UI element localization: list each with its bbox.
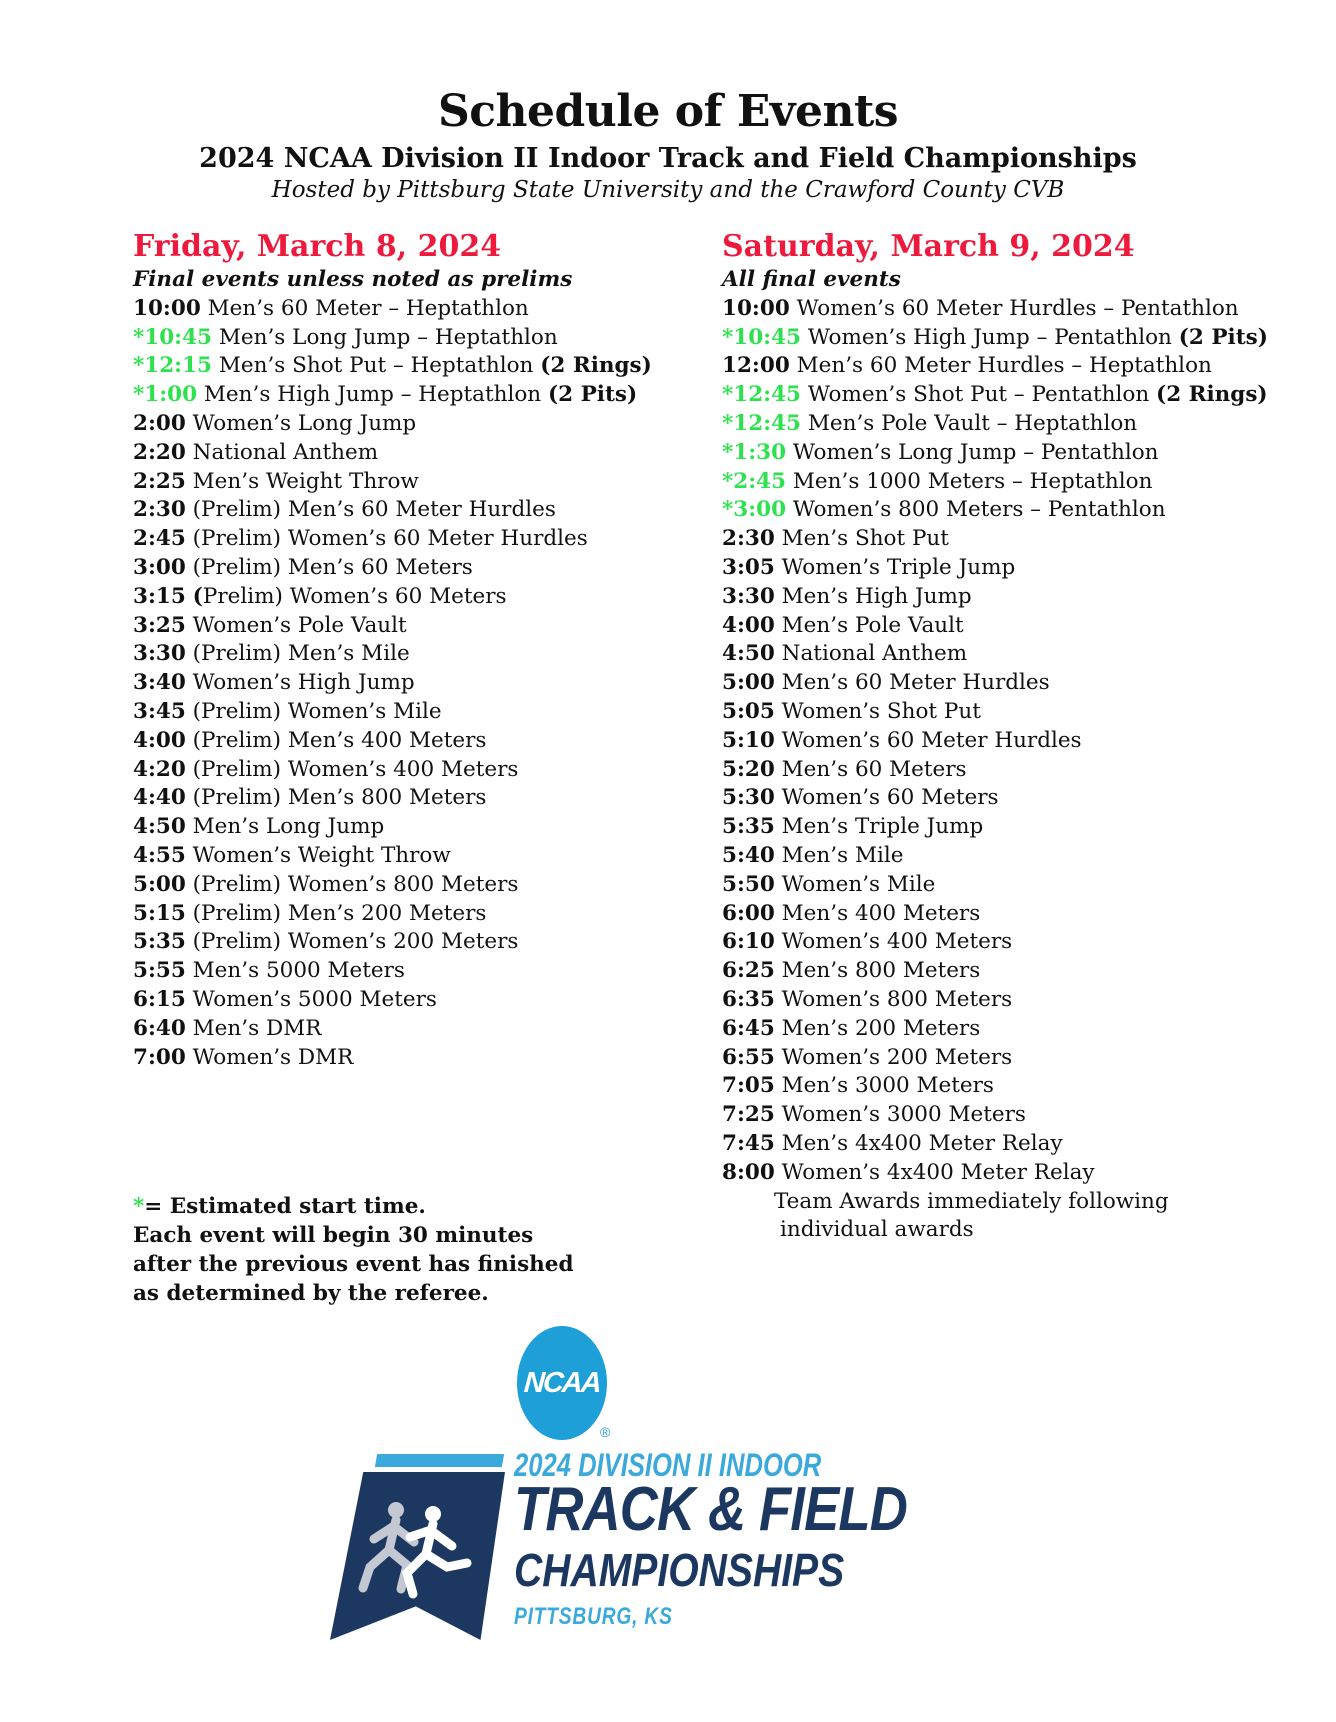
event-desc: National Anthem <box>781 641 968 667</box>
event-note-bold: (2 Pits) <box>548 382 638 408</box>
event-time: *12:15 <box>133 353 213 379</box>
event-time: 6:40 <box>133 1015 186 1041</box>
event-time: 5:10 <box>722 727 775 753</box>
event-desc: Women’s 400 Meters <box>781 929 1013 955</box>
event-desc: Women’s 800 Meters – Pentathlon <box>792 497 1166 523</box>
event-row <box>133 525 693 554</box>
event-time: 4:20 <box>133 756 186 782</box>
event-time: 5:35 <box>722 814 775 840</box>
event-desc: Men’s 800 Meters <box>781 958 981 984</box>
event-time: 2:30 <box>133 497 186 523</box>
event-desc: (Prelim) Women’s 60 Meter Hurdles <box>192 526 588 552</box>
event-time: 5:05 <box>722 698 775 724</box>
event-row <box>722 957 1322 986</box>
page-subtitle: 2024 NCAA Division II Indoor Track and Field Championships <box>199 143 1137 175</box>
hosted-by-line: Hosted by Pittsburg State University and the Crawford County CVB <box>271 177 1065 204</box>
event-time: 5:20 <box>722 756 775 782</box>
event-row <box>133 352 693 381</box>
event-time: 5:15 <box>133 900 186 926</box>
event-row <box>722 1015 1322 1044</box>
event-row <box>722 439 1322 468</box>
event-time: 5:30 <box>722 785 775 811</box>
event-row <box>133 698 693 727</box>
footnote-star: * <box>133 1194 145 1219</box>
event-desc: Men’s DMR <box>192 1015 322 1041</box>
event-note-bold: (2 Pits) <box>1178 324 1268 350</box>
event-desc: (Prelim) Women’s 400 Meters <box>192 756 519 782</box>
event-row <box>722 727 1322 756</box>
event-desc: Women’s Triple Jump <box>781 554 1016 580</box>
event-row <box>722 525 1322 554</box>
event-time: 3:30 <box>133 641 186 667</box>
event-time: 4:55 <box>133 842 186 868</box>
logo-line-championships: CHAMPIONSHIPS <box>514 1544 845 1596</box>
event-row <box>133 381 693 410</box>
event-time: 12:00 <box>722 353 790 379</box>
event-row <box>722 640 1322 669</box>
column-friday <box>133 228 693 1072</box>
friday-event-list <box>133 295 693 1073</box>
event-desc: Women’s 4x400 Meter Relay <box>781 1159 1095 1185</box>
event-row <box>722 468 1322 497</box>
event-time: 6:15 <box>133 986 186 1012</box>
footnote-line1-text: = Estimated start time. <box>144 1194 426 1219</box>
event-time: 8:00 <box>722 1159 775 1185</box>
ncaa-wordmark: NCAA <box>523 1366 602 1399</box>
event-row <box>133 842 693 871</box>
event-time: 6:45 <box>722 1015 775 1041</box>
event-desc: Women’s 200 Meters <box>781 1044 1013 1070</box>
saturday-event-list <box>722 295 1322 1245</box>
event-desc: Men’s 60 Meter – Heptathlon <box>207 295 529 321</box>
event-row <box>722 1216 1322 1245</box>
event-time: *2:45 <box>722 468 787 494</box>
event-time: 5:00 <box>722 670 775 696</box>
event-time: 3:15 <box>133 583 186 609</box>
event-time: 10:00 <box>133 295 201 321</box>
event-row <box>133 727 693 756</box>
event-row <box>722 1130 1322 1159</box>
footnote-line: Each event will begin 30 minutes <box>133 1223 534 1248</box>
event-desc: (Prelim) Men’s 400 Meters <box>192 727 487 753</box>
event-desc: (Prelim) Women’s Mile <box>192 698 442 724</box>
event-row <box>722 871 1322 900</box>
event-time: 2:25 <box>133 468 186 494</box>
event-row <box>722 900 1322 929</box>
event-row <box>133 756 693 785</box>
event-time: 10:00 <box>722 295 790 321</box>
event-row <box>133 554 693 583</box>
event-desc: Women’s High Jump <box>192 670 415 696</box>
event-time: 7:25 <box>722 1102 775 1128</box>
saturday-note: All final events <box>722 267 901 292</box>
event-time: *1:00 <box>133 382 198 408</box>
event-row <box>722 669 1322 698</box>
event-desc: Women’s Long Jump – Pentathlon <box>792 439 1159 465</box>
friday-note: Final events unless noted as prelims <box>133 267 573 292</box>
event-desc: Men’s Shot Put – Heptathlon <box>218 353 534 379</box>
registered-trademark-icon: ® <box>600 1424 611 1440</box>
logo-line-year-division: 2024 DIVISION II INDOOR <box>514 1447 822 1483</box>
footnote-line: after the previous event has finished <box>133 1252 574 1277</box>
column-saturday <box>722 228 1322 1245</box>
event-row <box>722 381 1322 410</box>
event-row <box>722 1072 1322 1101</box>
event-time: 5:50 <box>722 871 775 897</box>
event-desc: (Prelim) Women’s 200 Meters <box>192 929 519 955</box>
event-desc: Women’s 60 Meter Hurdles <box>781 727 1082 753</box>
ncaa-logo <box>517 1326 607 1440</box>
event-row <box>722 1101 1322 1130</box>
event-time: 5:55 <box>133 958 186 984</box>
event-time: *3:00 <box>722 497 787 523</box>
event-time: 6:00 <box>722 900 775 926</box>
event-bold-paren: ( <box>192 583 203 609</box>
event-desc: (Prelim) Men’s 800 Meters <box>192 785 487 811</box>
event-desc: individual awards <box>780 1217 974 1243</box>
event-desc: Men’s 60 Meter Hurdles <box>781 670 1050 696</box>
event-note-bold: (2 Rings) <box>540 353 652 379</box>
event-row <box>133 871 693 900</box>
event-row <box>133 410 693 439</box>
event-row <box>133 813 693 842</box>
event-desc: (Prelim) Men’s 60 Meter Hurdles <box>192 497 556 523</box>
event-row <box>133 669 693 698</box>
event-desc: Women’s 800 Meters <box>781 986 1013 1012</box>
event-row <box>133 957 693 986</box>
runners-icon <box>330 1472 505 1640</box>
event-desc: Men’s Long Jump – Heptathlon <box>218 324 558 350</box>
event-row <box>722 928 1322 957</box>
footnote-line: as determined by the referee. <box>133 1281 489 1306</box>
event-row <box>722 410 1322 439</box>
event-time: 4:50 <box>722 641 775 667</box>
event-time: 5:00 <box>133 871 186 897</box>
event-desc: Women’s Shot Put <box>781 698 981 724</box>
event-note-bold: (2 Rings) <box>1156 382 1268 408</box>
event-desc: Men’s Long Jump <box>192 814 385 840</box>
event-row <box>722 612 1322 641</box>
event-row <box>133 784 693 813</box>
event-time: *10:45 <box>133 324 213 350</box>
event-desc: Women’s Mile <box>781 871 936 897</box>
event-time: 4:40 <box>133 785 186 811</box>
event-row <box>133 583 693 612</box>
document-header <box>0 88 1336 203</box>
event-desc: (Prelim) Men’s Mile <box>192 641 410 667</box>
event-row <box>133 1015 693 1044</box>
event-time: 6:55 <box>722 1044 775 1070</box>
event-desc: Women’s Pole Vault <box>192 612 407 638</box>
event-time: 6:35 <box>722 986 775 1012</box>
event-time: 3:00 <box>133 554 186 580</box>
event-desc: Women’s DMR <box>192 1044 354 1070</box>
event-row <box>133 324 693 353</box>
page-title: Schedule of Events <box>437 86 899 137</box>
event-row <box>722 698 1322 727</box>
event-desc: Men’s Pole Vault – Heptathlon <box>807 410 1138 436</box>
event-time: 7:45 <box>722 1130 775 1156</box>
event-desc: Men’s High Jump – Heptathlon <box>203 382 542 408</box>
saturday-heading: Saturday, March 9, 2024 <box>722 229 1135 264</box>
event-time: 3:45 <box>133 698 186 724</box>
event-time: 2:20 <box>133 439 186 465</box>
event-row <box>722 1188 1322 1217</box>
event-desc: Women’s 60 Meters <box>781 785 999 811</box>
event-row <box>722 813 1322 842</box>
event-desc: Team Awards immediately following <box>774 1188 1169 1214</box>
event-row <box>722 1159 1322 1188</box>
event-row <box>722 784 1322 813</box>
event-row <box>133 986 693 1015</box>
event-time: *10:45 <box>722 324 802 350</box>
logo-accent-bar <box>375 1454 504 1467</box>
event-desc: Men’s High Jump <box>781 583 972 609</box>
event-row <box>722 295 1322 324</box>
event-desc: Men’s 400 Meters <box>781 900 981 926</box>
event-desc: Men’s 60 Meter Hurdles – Heptathlon <box>796 353 1212 379</box>
event-desc: Women’s High Jump – Pentathlon <box>807 324 1172 350</box>
event-desc: Men’s Triple Jump <box>781 814 984 840</box>
event-row <box>133 295 693 324</box>
footnote <box>133 1192 574 1308</box>
event-desc: Women’s 60 Meter Hurdles – Pentathlon <box>796 295 1239 321</box>
event-time: *12:45 <box>722 382 802 408</box>
event-time: 3:30 <box>722 583 775 609</box>
event-time: *12:45 <box>722 410 802 436</box>
event-desc: Women’s Shot Put – Pentathlon <box>807 382 1150 408</box>
event-row <box>133 928 693 957</box>
event-row <box>133 612 693 641</box>
logo-line-track-field: TRACK & FIELD <box>514 1475 907 1544</box>
event-time: 2:00 <box>133 410 186 436</box>
event-time: 7:05 <box>722 1073 775 1099</box>
event-desc: Prelim) Women’s 60 Meters <box>202 583 507 609</box>
event-desc: Men’s 60 Meters <box>781 756 967 782</box>
event-row <box>133 640 693 669</box>
event-row <box>133 468 693 497</box>
event-row <box>722 986 1322 1015</box>
event-desc: (Prelim) Men’s 200 Meters <box>192 900 487 926</box>
event-row <box>722 756 1322 785</box>
event-time: 3:40 <box>133 670 186 696</box>
event-time: 3:25 <box>133 612 186 638</box>
event-desc: Men’s Weight Throw <box>192 468 419 494</box>
event-desc: Women’s Weight Throw <box>192 842 451 868</box>
event-desc: National Anthem <box>192 439 379 465</box>
event-time: 5:35 <box>133 929 186 955</box>
event-row <box>722 842 1322 871</box>
event-desc: Women’s 3000 Meters <box>781 1102 1026 1128</box>
event-time: 2:45 <box>133 526 186 552</box>
event-time: 2:30 <box>722 526 775 552</box>
event-row <box>722 554 1322 583</box>
event-desc: Men’s 1000 Meters – Heptathlon <box>792 468 1153 494</box>
event-time: 4:00 <box>133 727 186 753</box>
event-row <box>722 1044 1322 1073</box>
event-desc: Women’s Long Jump <box>192 410 417 436</box>
event-row <box>722 324 1322 353</box>
event-row <box>133 900 693 929</box>
event-desc: Women’s 5000 Meters <box>192 986 437 1012</box>
event-time: 4:50 <box>133 814 186 840</box>
event-row <box>722 496 1322 525</box>
event-desc: Men’s Mile <box>781 842 904 868</box>
event-desc: Men’s Pole Vault <box>781 612 964 638</box>
event-desc: Men’s 4x400 Meter Relay <box>781 1130 1063 1156</box>
event-row <box>133 496 693 525</box>
event-row <box>722 583 1322 612</box>
logo-line-location: PITTSBURG, KS <box>514 1603 673 1630</box>
event-desc: (Prelim) Men’s 60 Meters <box>192 554 473 580</box>
event-time: 5:40 <box>722 842 775 868</box>
footnote-line <box>133 1192 574 1221</box>
event-row <box>722 352 1322 381</box>
event-row <box>133 439 693 468</box>
event-desc: Men’s 200 Meters <box>781 1015 981 1041</box>
event-time: 6:10 <box>722 929 775 955</box>
event-desc: (Prelim) Women’s 800 Meters <box>192 871 519 897</box>
event-desc: Men’s 3000 Meters <box>781 1073 994 1099</box>
event-time: 3:05 <box>722 554 775 580</box>
event-row <box>133 1044 693 1073</box>
event-time: *1:30 <box>722 439 787 465</box>
logo-pennant <box>330 1472 505 1640</box>
friday-heading: Friday, March 8, 2024 <box>133 229 502 264</box>
event-desc: Men’s Shot Put <box>781 526 949 552</box>
event-time: 6:25 <box>722 958 775 984</box>
event-desc: Men’s 5000 Meters <box>192 958 405 984</box>
event-time: 4:00 <box>722 612 775 638</box>
event-time: 7:00 <box>133 1044 186 1070</box>
